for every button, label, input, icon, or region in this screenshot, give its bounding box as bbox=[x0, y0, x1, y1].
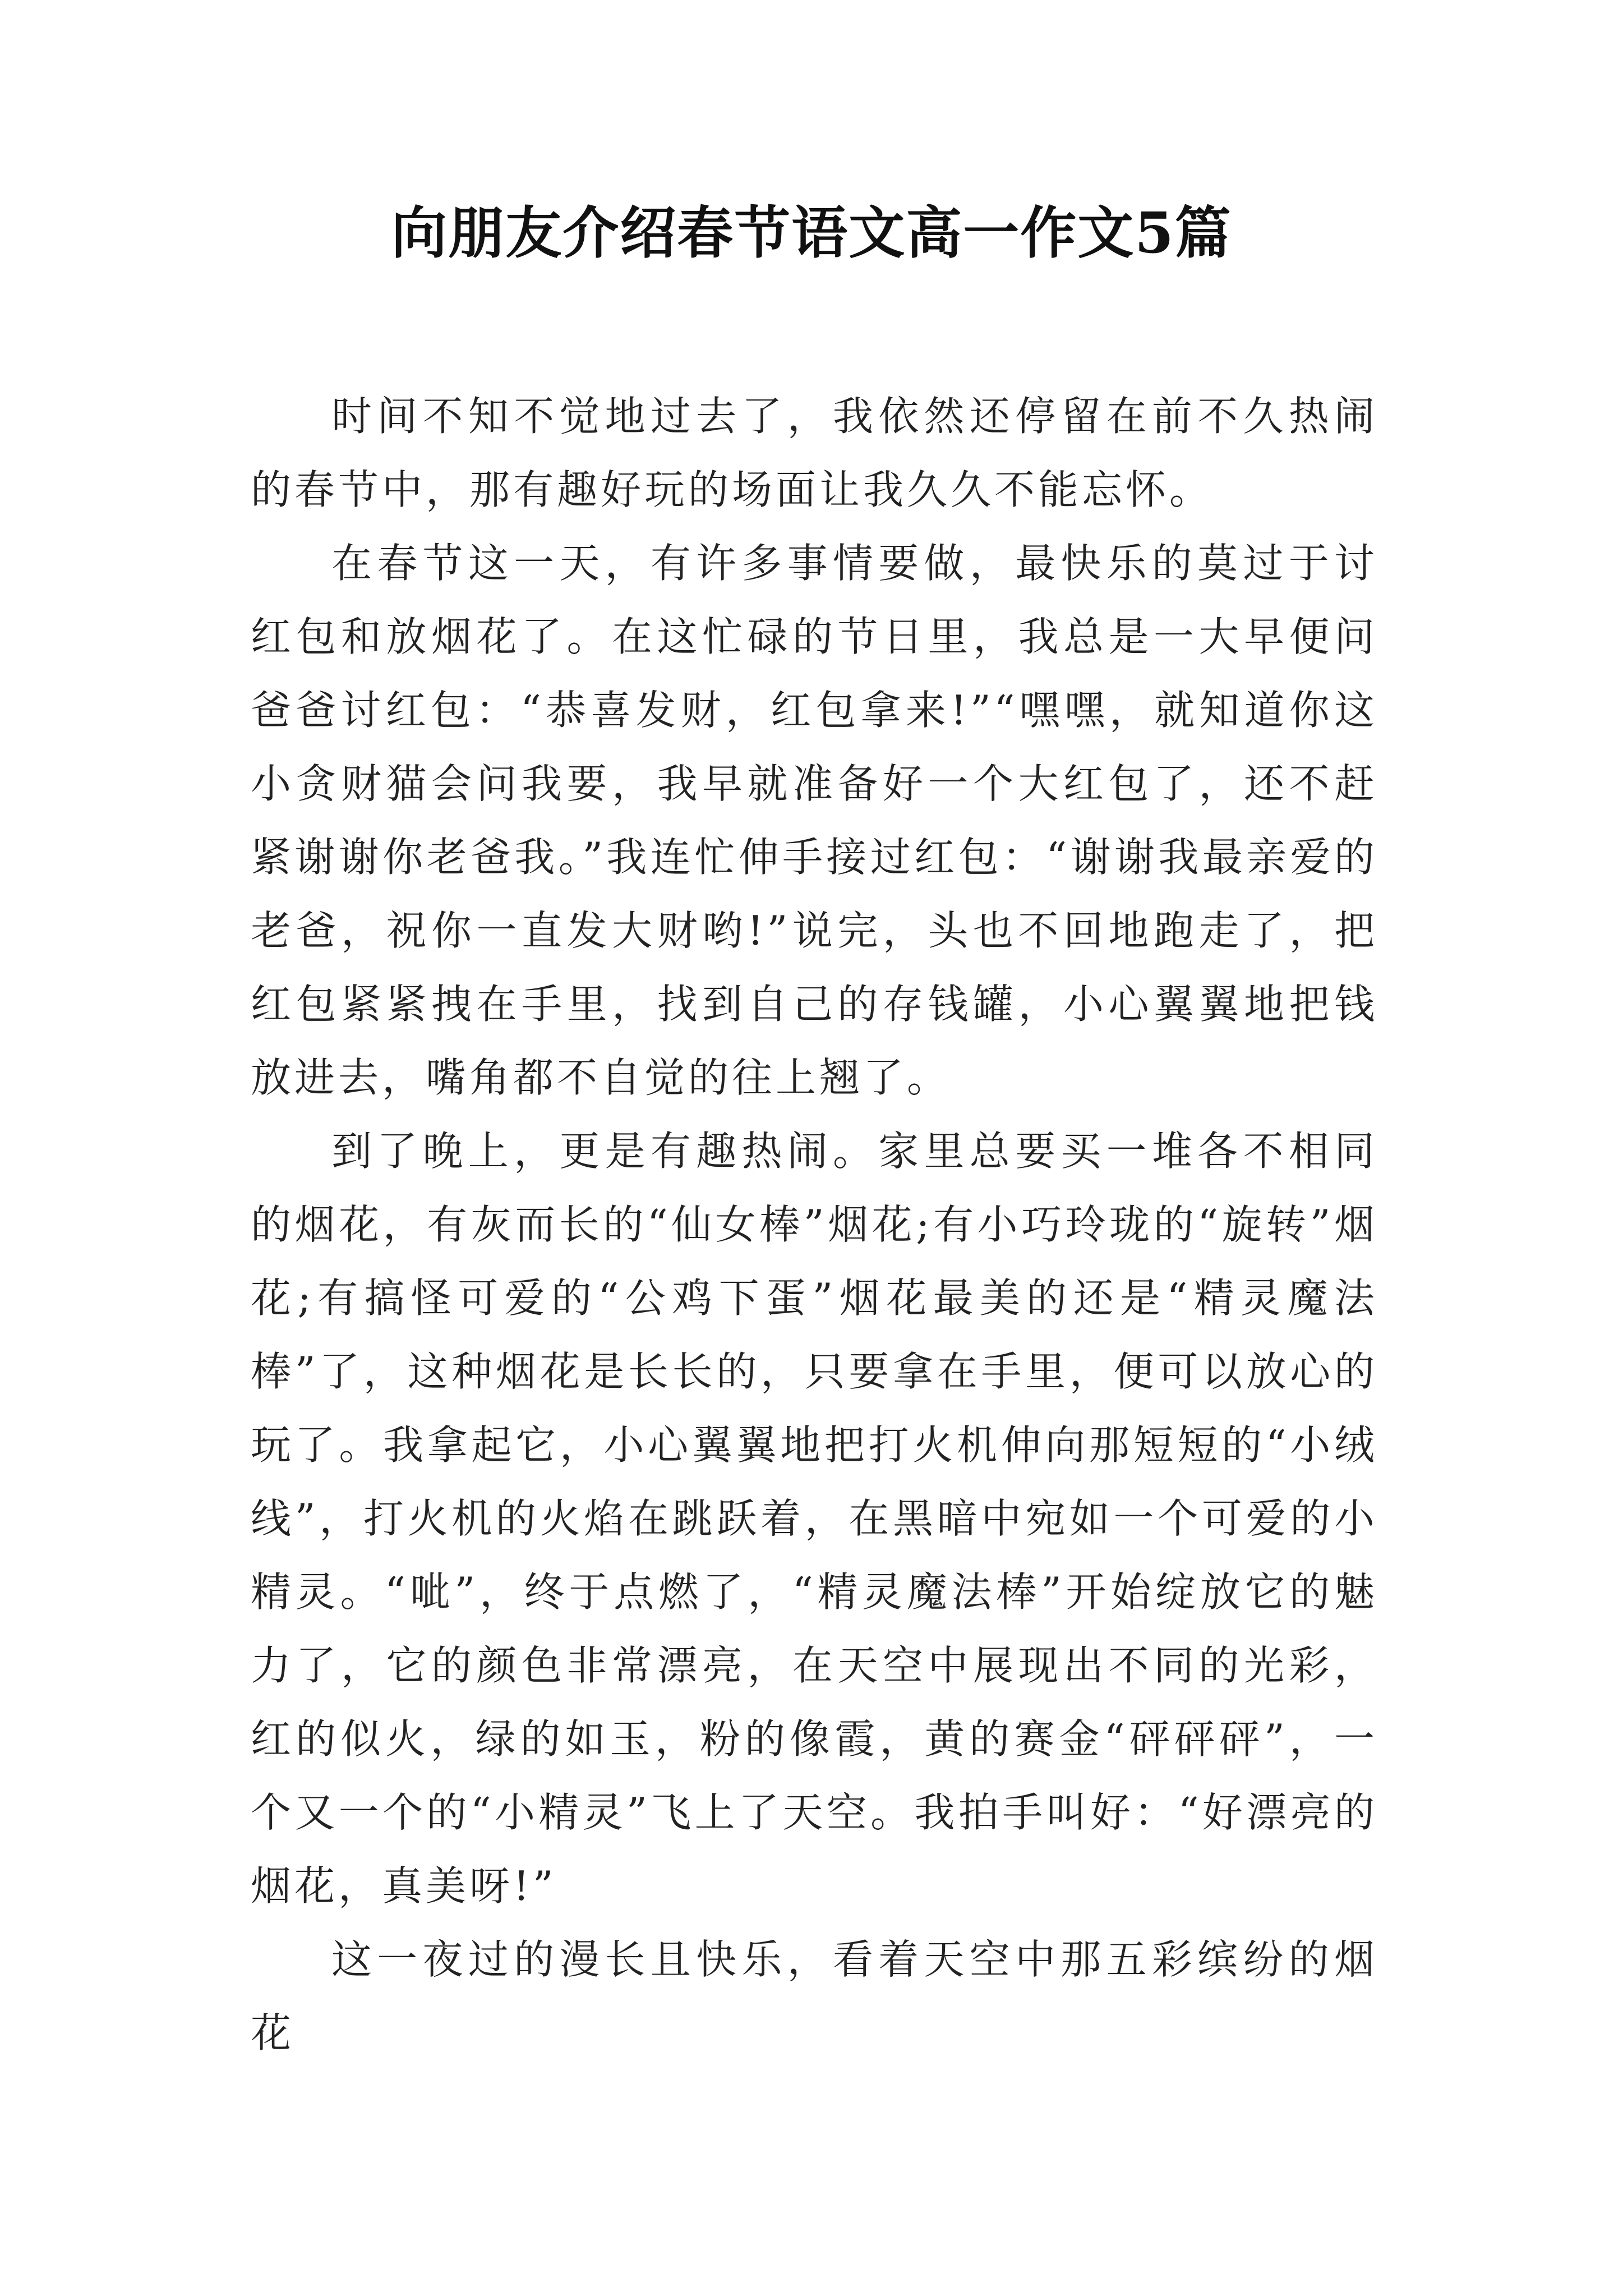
paragraph: 时间不知不觉地过去了，我依然还停留在前不久热闹的春节中，那有趣好玩的场面让我久久不能忘怀。 bbox=[251, 393, 1378, 513]
document-title: 向朋友介绍春节语文高一作文5篇 bbox=[391, 200, 1232, 266]
paragraph: 在春节这一天，有许多事情要做，最快乐的莫过于讨红包和放烟花了。在这忙碌的节日里，我总是一大早便问爸爸讨红包：“恭喜发财，红包拿来!”“嘿嘿，就知道你这小贪财猫会问我要，我早就准备好一个大红包了，还不赶紧谢谢你老爸我。”我连忙伸手接过红包：“谢谢我最亲爱的老爸，祝你一直发大财哟!”说完，头也不回地跑走了，把红包紧紧拽在手里，找到自己的存钱罐，小心翼翼地把钱放进去，嘴角都不自觉的往上翘了。 bbox=[251, 540, 1378, 1101]
paragraph: 到了晚上，更是有趣热闹。家里总要买一堆各不相同的烟花，有灰而长的“仙女棒”烟花;有小巧玲珑的“旋转”烟花;有搞怪可爱的“公鸡下蛋”烟花最美的还是“精灵魔法棒”了，这种烟花是长长的，只要拿在手里，便可以放心的玩了。我拿起它，小心翼翼地把打火机伸向那短短的“小绒线”，打火机的火焰在跳跃着，在黑暗中宛如一个可爱的小精灵。“呲”，终于点燃了，“精灵魔法棒”开始绽放它的魅力了，它的颜色非常漂亮，在天空中展现出不同的光彩，红的似火，绿的如玉，粉的像霞，黄的赛金“砰砰砰”，一个又一个的“小精灵”飞上了天空。我拍手叫好：“好漂亮的烟花，真美呀!” bbox=[251, 1128, 1378, 1910]
paragraph: 这一夜过的漫长且快乐，看着天空中那五彩缤纷的烟花 bbox=[251, 1936, 1378, 2056]
document-body bbox=[251, 380, 1378, 2070]
